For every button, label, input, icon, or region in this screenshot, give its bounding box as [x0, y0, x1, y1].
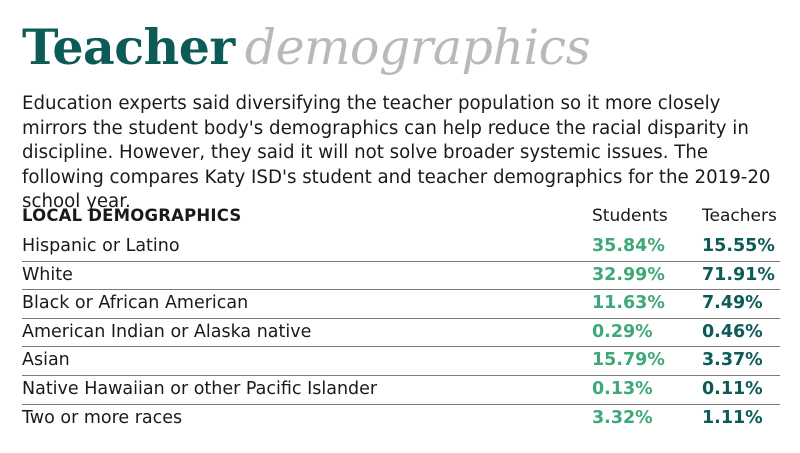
table-row [22, 319, 780, 348]
students-value: 15.79% [592, 350, 665, 371]
table-row [22, 233, 780, 262]
students-value: 11.63% [592, 293, 665, 314]
table-row [22, 290, 780, 319]
teachers-value: 0.11% [702, 378, 763, 399]
table-row [22, 262, 780, 291]
students-value: 3.32% [592, 407, 653, 428]
row-label: Native Hawaiian or other Pacific Islander [22, 378, 378, 399]
teachers-value: 15.55% [702, 236, 775, 256]
intro-paragraph: Education experts said diversifying the teacher population so it more closely mirrors the student body's demographics can help reduce the racial disparity in discipline. However, they said it will not solve broader systemic issues. The following compares Katy ISD's student and teacher demographics for the 2019-20 school year. [22, 93, 771, 212]
students-value: 0.29% [592, 321, 653, 342]
header-demographics: LOCAL DEMOGRAPHICS [22, 206, 242, 225]
header-teachers: Teachers [702, 206, 777, 226]
table-row [22, 405, 780, 433]
teachers-value: 3.37% [702, 350, 763, 371]
table-body [22, 233, 780, 432]
row-label: Hispanic or Latino [22, 236, 180, 256]
students-value: 0.13% [592, 378, 653, 399]
table-row [22, 376, 780, 405]
teachers-value: 1.11% [702, 407, 763, 428]
header-students: Students [592, 206, 668, 226]
title-italic: demographics [244, 19, 591, 76]
teachers-value: 0.46% [702, 321, 763, 342]
page-title [22, 18, 590, 77]
row-label: White [22, 264, 73, 285]
table-row [22, 347, 780, 376]
teachers-value: 7.49% [702, 293, 763, 314]
row-label: Asian [22, 350, 70, 371]
teachers-value: 71.91% [702, 264, 775, 285]
demographics-table [22, 203, 780, 432]
row-label: American Indian or Alaska native [22, 321, 312, 342]
title-bold: Teacher [22, 18, 235, 76]
table-header [22, 203, 780, 233]
students-value: 32.99% [592, 264, 665, 285]
row-label: Black or African American [22, 293, 249, 314]
row-label: Two or more races [22, 407, 183, 428]
students-value: 35.84% [592, 236, 665, 256]
